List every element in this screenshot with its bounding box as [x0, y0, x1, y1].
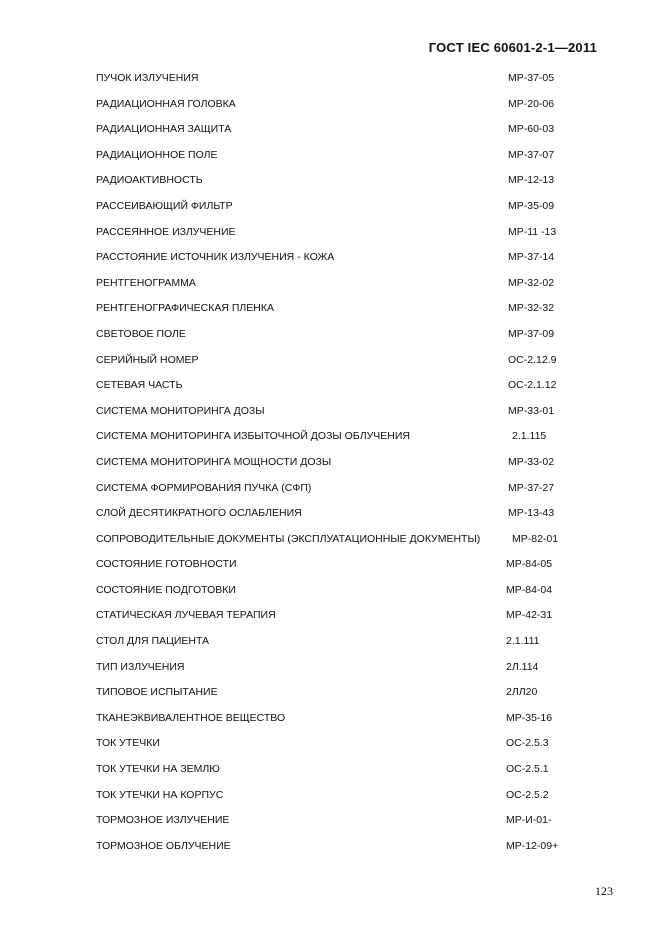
entry-code: МР-37-27: [508, 481, 555, 494]
index-entry: [96, 375, 596, 401]
index-entry: [96, 529, 596, 555]
entry-term: РАДИАЦИОННАЯ ГОЛОВКА: [96, 97, 236, 110]
entry-term: СОСТОЯНИЕ ГОТОВНОСТИ: [96, 558, 237, 571]
entry-term: РАДИАЦИОННАЯ ЗАЩИТА: [96, 123, 232, 136]
entry-term: РАДИОАКТИВНОСТЬ: [96, 174, 203, 187]
index-entry: [96, 145, 596, 171]
entry-code: ОС-2.5.2: [506, 788, 549, 801]
page-number: 123: [595, 884, 613, 898]
entry-term: РЕНТГЕНОГРАММА: [96, 276, 196, 289]
index-entry: [96, 631, 596, 657]
entry-code: МР-11 -13: [508, 225, 557, 238]
entry-term: СЕТЕВАЯ ЧАСТЬ: [96, 379, 183, 392]
index-entry: [96, 682, 596, 708]
entry-term: СИСТЕМА МОНИТОРИНГА МОЩНОСТИ ДОЗЫ: [96, 455, 332, 468]
index-entry: [96, 733, 596, 759]
index-entry: [96, 605, 596, 631]
entry-code: МР-84-04: [506, 583, 553, 596]
index-entry: [96, 401, 596, 427]
entry-code: МР-84-05: [506, 558, 553, 571]
index-entry: [96, 170, 596, 196]
entry-term: СВЕТОВОЕ ПОЛЕ: [96, 327, 186, 340]
entry-term: СИСТЕМА МОНИТОРИНГА ИЗБЫТОЧНОЙ ДОЗЫ ОБЛУЧЕНИЯ: [96, 430, 410, 443]
index-entry: [96, 298, 596, 324]
index-entry: [96, 503, 596, 529]
index-entry: [96, 657, 596, 683]
entry-code: МР-12-13: [508, 174, 555, 187]
index-entry: [96, 836, 596, 862]
entry-code: МР-И-01-: [506, 814, 552, 827]
index-entry: [96, 426, 596, 452]
index-entry: [96, 68, 596, 94]
document-header: [429, 40, 597, 55]
entry-term: СТАТИЧЕСКАЯ ЛУЧЕВАЯ ТЕРАПИЯ: [96, 609, 276, 622]
index-entry: [96, 452, 596, 478]
entry-code: МР-20-06: [508, 97, 555, 110]
entry-term: ТОК УТЕЧКИ НА ЗЕМЛЮ: [96, 763, 220, 776]
entry-code: МР-35-09: [508, 199, 555, 212]
entry-term: СОСТОЯНИЕ ПОДГОТОВКИ: [96, 583, 236, 596]
entry-code: 2.1.111: [506, 635, 540, 648]
entry-code: ОС-2.5.3: [506, 737, 549, 750]
index-entry: [96, 247, 596, 273]
entry-code: МР-82-01: [512, 532, 559, 545]
entry-term: ТКАНЕЭКВИВАЛЕНТНОЕ ВЕЩЕСТВО: [96, 711, 286, 724]
entry-code: МР-33-02: [508, 455, 555, 468]
index-entry: [96, 324, 596, 350]
entry-term: ТОК УТЕЧКИ НА КОРПУС: [96, 788, 224, 801]
entry-term: РАССЕЯННОЕ ИЗЛУЧЕНИЕ: [96, 225, 236, 238]
entry-code: 2ЛЛ20: [506, 686, 538, 699]
entry-code: МР-32-32: [508, 302, 555, 315]
entry-code: МР-35-16: [506, 711, 553, 724]
index-entry: [96, 580, 596, 606]
entry-code: МР-33-01: [508, 404, 555, 417]
entry-term: СОПРОВОДИТЕЛЬНЫЕ ДОКУМЕНТЫ (ЭКСПЛУАТАЦИОННЫЕ ДОКУМЕНТЫ): [96, 532, 481, 545]
index-entry: [96, 478, 596, 504]
entry-code: МР-13-43: [508, 507, 555, 520]
index-entry: [96, 785, 596, 811]
entry-term: ТИПОВОЕ ИСПЫТАНИЕ: [96, 686, 218, 699]
entry-term: РАССТОЯНИЕ ИСТОЧНИК ИЗЛУЧЕНИЯ - КОЖА: [96, 251, 335, 264]
entry-code: МР-32-02: [508, 276, 555, 289]
entry-term: ТОРМОЗНОЕ ИЗЛУЧЕНИЕ: [96, 814, 230, 827]
index-entry: [96, 759, 596, 785]
index-entry: [96, 554, 596, 580]
entry-term: РАССЕИВАЮЩИЙ ФИЛЬТР: [96, 199, 233, 212]
entry-code: 2.1.115: [512, 430, 547, 443]
entry-term: СЕРИЙНЫЙ НОМЕР: [96, 353, 199, 366]
index-entry: [96, 94, 596, 120]
entry-code: МР-37-07: [508, 148, 555, 161]
index-entry: [96, 810, 596, 836]
entry-code: МР-37-14: [508, 251, 555, 264]
entry-term: РАДИАЦИОННОЕ ПОЛЕ: [96, 148, 218, 161]
entry-term: РЕНТГЕНОГРАФИЧЕСКАЯ ПЛЕНКА: [96, 302, 274, 315]
standard-title: ГОСТ IEC 60601-2-1—2011: [428, 40, 597, 55]
entry-term: СИСТЕМА ФОРМИРОВАНИЯ ПУЧКА (СФП): [96, 481, 312, 494]
entry-term: СТОЛ ДЛЯ ПАЦИЕНТА: [96, 635, 210, 648]
index-entry: [96, 119, 596, 145]
index-entry: [96, 273, 596, 299]
term-index-list: [96, 68, 596, 861]
entry-term: СЛОЙ ДЕСЯТИКРАТНОГО ОСЛАБЛЕНИЯ: [96, 507, 302, 520]
entry-term: ПУЧОК ИЗЛУЧЕНИЯ: [96, 72, 199, 84]
entry-term: ТОРМОЗНОЕ ОБЛУЧЕНИЕ: [96, 839, 231, 852]
entry-code: МР-12-09+: [506, 839, 559, 852]
entry-term: ТОК УТЕЧКИ: [96, 737, 160, 750]
entry-code: ОС-2.12.9: [508, 353, 557, 366]
entry-code: 2Л.114: [506, 660, 539, 673]
index-entry: [96, 222, 596, 248]
entry-code: ОС-2.5.1: [506, 763, 549, 776]
entry-code: МР-37-05: [508, 72, 555, 84]
page-footer: [595, 884, 613, 899]
entry-term: ТИП ИЗЛУЧЕНИЯ: [96, 660, 185, 673]
entry-code: МР-60-03: [508, 123, 555, 136]
entry-code: МР-42-31: [506, 609, 553, 622]
index-entry: [96, 708, 596, 734]
entry-code: МР-37-09: [508, 327, 555, 340]
entry-term: СИСТЕМА МОНИТОРИНГА ДОЗЫ: [96, 404, 265, 417]
index-entry: [96, 350, 596, 376]
index-entry: [96, 196, 596, 222]
entry-code: ОС-2.1.12: [508, 379, 557, 392]
